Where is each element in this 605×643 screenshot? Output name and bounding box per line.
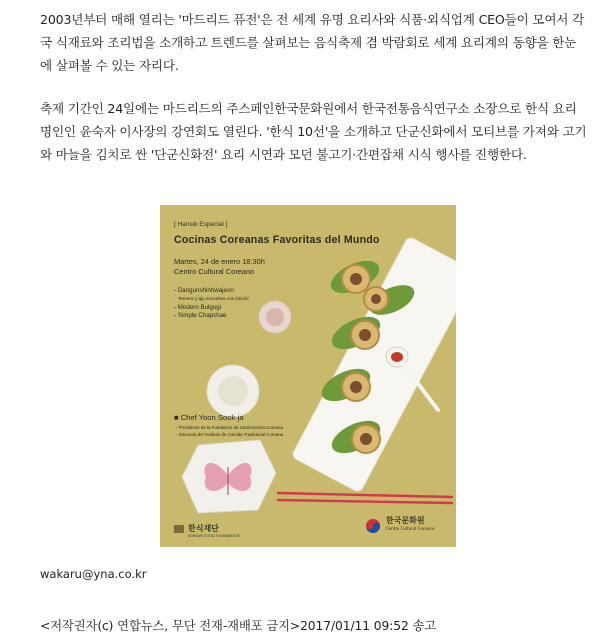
korean-food-foundation-logo: [174, 523, 240, 538]
poster-venue: Centro Cultural Coreano: [174, 267, 255, 276]
poster-title: Cocinas Coreanas Favoritas del Mundo: [174, 234, 380, 246]
menu-item-sub: Ternera y ajo envueltos con kimchi: [178, 296, 249, 302]
article-paragraph-1: 2003년부터 매해 열리는 '마드리드 퓨전'은 전 세계 유명 요리사와 식품·외식업계 CEO들이 모여서 각국 식재료와 조리법을 소개하고 트렌드를 살펴보는 음식축제 겸 박람회로 세계 요리계의 동향을 한눈에 살펴볼 수 있는 자리다.: [40, 12, 585, 73]
chef-title: - Directora del Instituto de Comida Tradicional Coreana: [176, 432, 284, 437]
logo-right-text: 한국문화원: [386, 516, 425, 525]
logo-left-text: 한식재단: [188, 524, 219, 533]
copyright-footer: <저작권자(c) 연합뉴스, 무단 전재-재배포 금지>2017/01/11 09:52 송고: [40, 619, 437, 633]
menu-item: - Simple Chapchae: [174, 312, 227, 320]
logo-left-sub: KOREAN FOOD FOUNDATION: [188, 534, 240, 538]
foundation-mark-icon: [174, 525, 184, 533]
chef-title: - Presidente de la Fundación de Gastronomía Coreana: [176, 425, 283, 430]
korean-cultural-center-logo: [365, 515, 434, 531]
logo-right-sub: Centro Cultural Coreano: [386, 526, 435, 531]
event-poster: [160, 205, 456, 547]
article-paragraph-2: 축제 기간인 24일에는 마드리드의 주스페인한국문화원에서 한국전통음식연구소 소장으로 한식 요리 명인인 윤숙자 이사장의 강연회도 열린다. '한식 10선'을 소개하고 단군신화에서 모티브를 가져와 고기와 마늘을 김치로 싼 '단군신화전' 요리 시연과 모던 불고기·간편잡채 시식 행사를 진행한다.: [40, 101, 587, 162]
poster-chef-titles: [176, 424, 283, 438]
poster-chef: ■ Chef Yoon Sook-ja: [174, 413, 244, 422]
poster-menu: [174, 287, 248, 321]
poster-tag: [ Hansik Especial ]: [174, 221, 228, 228]
menu-item: - Dangunshinhwajeon: [174, 287, 234, 294]
poster-date: Martes, 24 de enero 18:30h: [174, 257, 265, 266]
menu-item: - Modern Bulgogi: [174, 303, 222, 311]
reporter-email[interactable]: wakaru@yna.co.kr: [40, 567, 147, 581]
